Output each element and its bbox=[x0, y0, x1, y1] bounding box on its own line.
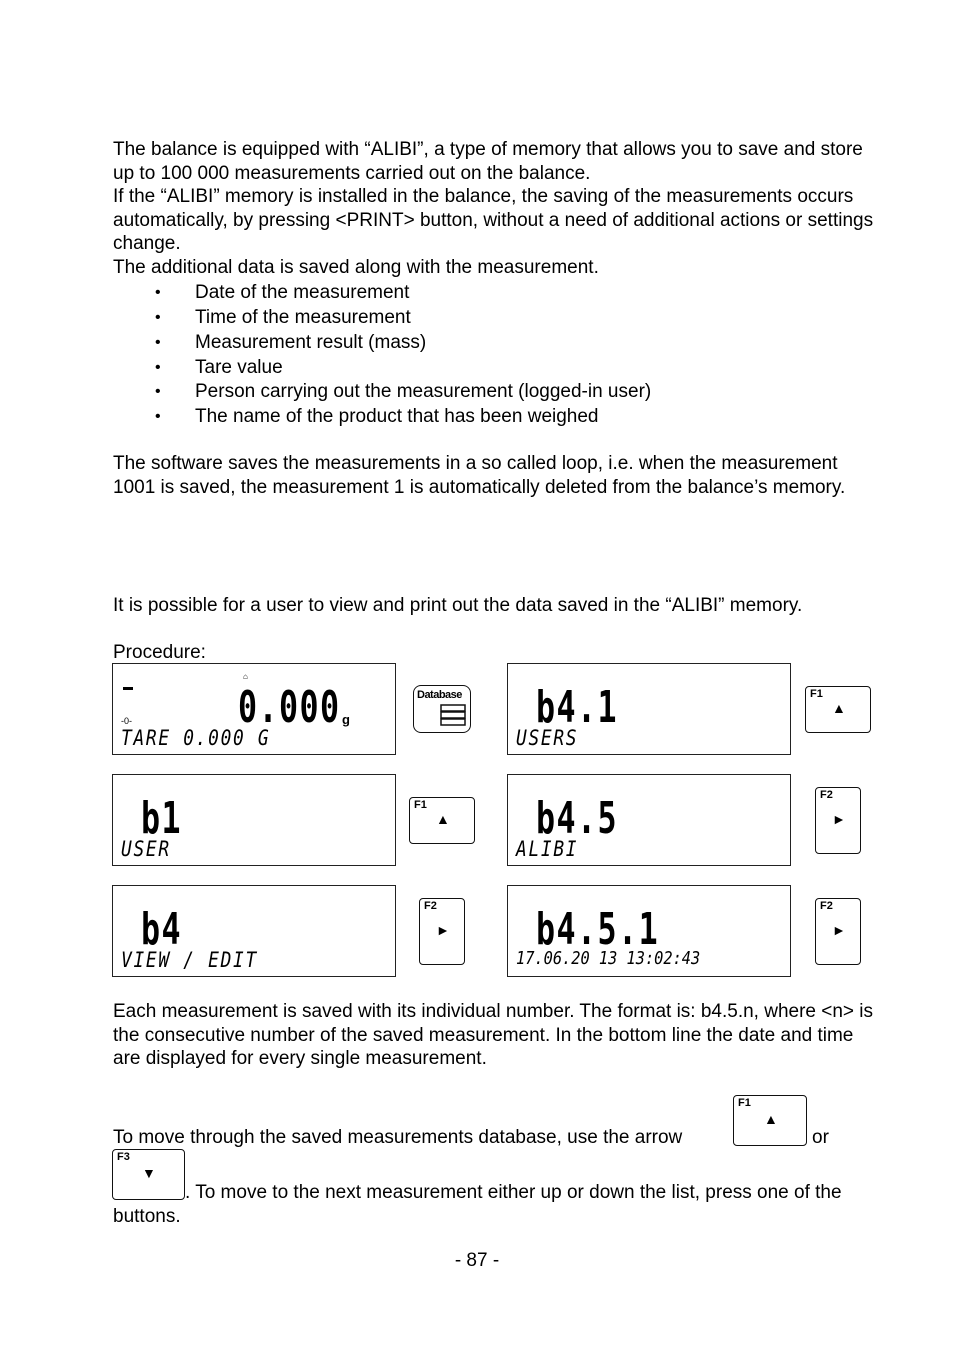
lcd-screen-b1 bbox=[112, 774, 396, 866]
or-text: or bbox=[812, 1127, 829, 1148]
lcd-screen-weighing bbox=[112, 663, 396, 755]
up-arrow-icon: ▲ bbox=[832, 700, 846, 716]
f1-up-button[interactable]: F1 ▲ bbox=[733, 1095, 807, 1146]
lcd-unit: g bbox=[342, 712, 350, 727]
lcd-bottom-line: USERS bbox=[516, 726, 579, 750]
lcd-bottom-line: VIEW / EDIT bbox=[121, 948, 258, 972]
up-arrow-icon: ▲ bbox=[436, 811, 450, 827]
lcd-bottom-line: USER bbox=[121, 837, 171, 861]
navigation-text-continued: . To move to the next measurement either up or down the list, press one of the buttons. bbox=[113, 1182, 842, 1227]
right-arrow-icon: ► bbox=[832, 922, 846, 938]
page-number: - 87 - bbox=[454, 1250, 500, 1271]
lcd-main-value: 0.000 bbox=[238, 682, 341, 733]
intro-paragraph-3: The additional data is saved along with the measurement. bbox=[113, 257, 599, 278]
lcd-main-value: b4.5 bbox=[536, 793, 619, 844]
zero-indicator: -0- bbox=[121, 716, 132, 726]
stability-icon: ▬ bbox=[123, 682, 133, 693]
lcd-screen-b45 bbox=[507, 774, 791, 866]
database-button[interactable]: Database bbox=[413, 685, 471, 733]
up-arrow-icon: ▲ bbox=[764, 1111, 778, 1127]
intro-paragraph-1: The balance is equipped with “ALIBI”, a type of memory that allows you to save and store up to 100 000 measurements carried out on the balance. bbox=[113, 139, 863, 184]
lcd-screen-b4 bbox=[112, 885, 396, 977]
lcd-main-value: b1 bbox=[141, 793, 183, 844]
lcd-screen-b41 bbox=[507, 663, 791, 755]
procedure-label: Procedure: bbox=[113, 642, 206, 663]
intro-paragraph-2: If the “ALIBI” memory is installed in the balance, the saving of the measurements occurs automatically, by pressing <PRINT> button, without a need of additional actions or settings change. bbox=[113, 186, 874, 255]
loop-paragraph: The software saves the measurements in a so called loop, i.e. when the measurement 1001 is saved, the measurement 1 is automatically deleted from the balance’s memory. bbox=[113, 453, 846, 498]
lcd-main-value: b4.5.1 bbox=[536, 904, 660, 955]
lcd-main-value: b4 bbox=[141, 904, 183, 955]
database-icon bbox=[440, 704, 466, 726]
f1-up-button[interactable]: F1 ▲ bbox=[409, 797, 475, 844]
lcd-main-value: b4.1 bbox=[536, 682, 619, 733]
f2-right-button[interactable]: F2 ► bbox=[815, 787, 861, 854]
lcd-bottom-line: 17.06.20 13 13:02:43 bbox=[516, 948, 701, 969]
calibration-icon: ⌂ bbox=[243, 672, 248, 681]
lcd-bottom-line: TARE 0.000 G bbox=[121, 726, 271, 750]
f2-right-button[interactable]: F2 ► bbox=[419, 898, 465, 965]
navigation-text: To move through the saved measurements database, use the arrow bbox=[113, 1127, 683, 1148]
f2-right-button[interactable]: F2 ► bbox=[815, 898, 861, 965]
f3-down-button[interactable]: F3 ▼ bbox=[112, 1149, 185, 1200]
down-arrow-icon: ▼ bbox=[142, 1165, 156, 1181]
f1-up-button[interactable]: F1 ▲ bbox=[805, 686, 871, 733]
lcd-bottom-line: ALIBI bbox=[516, 837, 579, 861]
view-paragraph: It is possible for a user to view and print out the data saved in the “ALIBI” memory. bbox=[113, 595, 803, 616]
right-arrow-icon: ► bbox=[832, 811, 846, 827]
format-paragraph: Each measurement is saved with its individual number. The format is: b4.5.n, where <n> is the consecutive number of the saved measurement. In the bottom line the date and time are displayed for every single measurement. bbox=[113, 1001, 874, 1070]
right-arrow-icon: ► bbox=[436, 922, 450, 938]
lcd-screen-b451 bbox=[507, 885, 791, 977]
